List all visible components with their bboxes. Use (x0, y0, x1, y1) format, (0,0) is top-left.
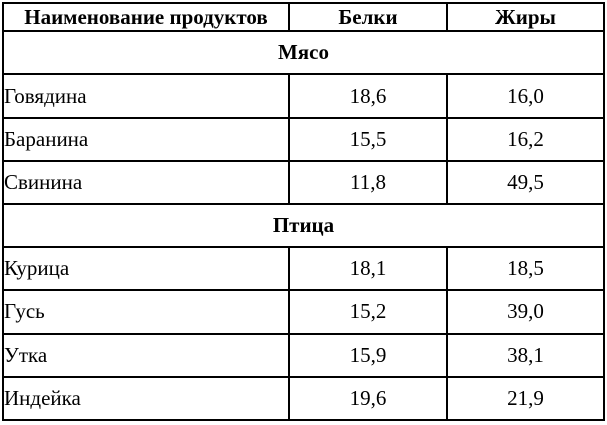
cell-fat: 49,5 (447, 161, 604, 204)
table-row (3, 118, 604, 161)
table-row (3, 74, 604, 117)
nutrition-table (2, 2, 605, 421)
header-row (3, 3, 604, 31)
cell-protein: 15,5 (289, 118, 447, 161)
column-header-fat: Жиры (447, 3, 604, 31)
group-label: Мясо (3, 31, 604, 74)
cell-product-name: Курица (3, 247, 289, 290)
table-row (3, 247, 604, 290)
table-row (3, 161, 604, 204)
cell-fat: 16,2 (447, 118, 604, 161)
cell-protein: 18,1 (289, 247, 447, 290)
group-row-meat (3, 31, 604, 74)
cell-fat: 18,5 (447, 247, 604, 290)
cell-protein: 18,6 (289, 74, 447, 117)
table-row (3, 377, 604, 420)
table-header (3, 3, 604, 31)
cell-product-name: Баранина (3, 118, 289, 161)
cell-protein: 15,2 (289, 290, 447, 333)
table-body (3, 31, 604, 420)
column-header-name: Наименование продуктов (3, 3, 289, 31)
cell-fat: 38,1 (447, 334, 604, 377)
cell-protein: 19,6 (289, 377, 447, 420)
cell-fat: 16,0 (447, 74, 604, 117)
table-row (3, 334, 604, 377)
cell-protein: 11,8 (289, 161, 447, 204)
cell-fat: 21,9 (447, 377, 604, 420)
group-row-poultry (3, 204, 604, 247)
cell-product-name: Индейка (3, 377, 289, 420)
table-row (3, 290, 604, 333)
cell-fat: 39,0 (447, 290, 604, 333)
cell-product-name: Свинина (3, 161, 289, 204)
cell-product-name: Утка (3, 334, 289, 377)
cell-product-name: Говядина (3, 74, 289, 117)
column-header-protein: Белки (289, 3, 447, 31)
group-label: Птица (3, 204, 604, 247)
cell-protein: 15,9 (289, 334, 447, 377)
cell-product-name: Гусь (3, 290, 289, 333)
